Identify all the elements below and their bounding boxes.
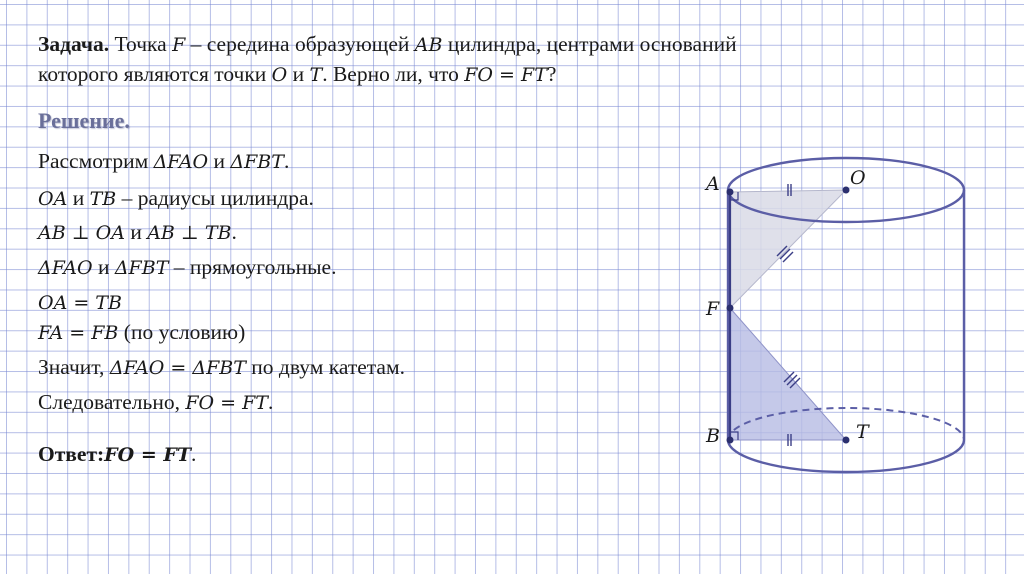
point-t (843, 437, 850, 444)
math-triangle: ΔFAO (38, 257, 93, 279)
step-text: Следовательно, (38, 390, 186, 414)
label-b: B (706, 425, 720, 447)
label-f: F (706, 298, 720, 320)
triangle-fbt (730, 308, 846, 440)
solution-step-7 (38, 353, 405, 382)
label-o: O (850, 167, 866, 189)
solution-step-1 (38, 147, 289, 176)
answer-end: . (191, 442, 197, 466)
problem-line-1 (38, 30, 737, 60)
math-equation: FA = FB (38, 322, 119, 344)
problem-text: ? (546, 62, 557, 86)
solution-step-2 (38, 184, 314, 213)
math-segment: OA (38, 188, 68, 210)
label-a: A (706, 173, 720, 195)
point-a (727, 189, 734, 196)
math-triangle: ΔFBT (114, 257, 169, 279)
step-text: . (267, 390, 274, 414)
step-text: – прямоугольные. (168, 255, 337, 279)
step-text: Значит, (38, 355, 110, 379)
step-text: . (283, 149, 290, 173)
math-triangle: ΔFBT (230, 151, 284, 173)
math-segment: TB (89, 188, 117, 210)
math-O: O (271, 64, 288, 86)
answer-value: FO = FT (104, 444, 191, 466)
answer-line (38, 440, 196, 469)
solution-step-8 (38, 388, 273, 417)
math-equation: FO = FT (185, 392, 268, 414)
problem-text: – середина образующей (185, 32, 415, 56)
bottom-base-front-arc (728, 440, 964, 472)
math-question: FO = FT (464, 64, 547, 86)
solution-step-6 (38, 318, 245, 347)
label-t: T (856, 421, 869, 443)
step-text: . (231, 220, 237, 244)
problem-text: . Верно ли, что (322, 62, 465, 86)
problem-statement (38, 30, 737, 90)
step-text: и (208, 149, 231, 173)
math-T: T (309, 64, 323, 86)
point-f (727, 305, 734, 312)
math-F: F (172, 34, 186, 56)
math-triangle: ΔFAO (153, 151, 209, 173)
point-o (843, 187, 850, 194)
problem-label: Задача. (38, 32, 110, 56)
problem-text: цилиндра, центрами оснований (442, 32, 737, 56)
solution-step-4 (38, 253, 336, 282)
math-perpendicular: AB ⊥ OA (38, 222, 125, 244)
solution-heading: Решение. (38, 108, 130, 133)
step-text: Рассмотрим (38, 149, 154, 173)
problem-line-2 (38, 60, 688, 90)
math-perpendicular: AB ⊥ TB (147, 222, 232, 244)
answer-label: Ответ: (38, 442, 105, 466)
step-text: и (124, 220, 148, 244)
step-text: и (67, 186, 90, 210)
step-text: (по условию) (118, 320, 246, 344)
step-text: – радиусы цилиндра. (116, 186, 314, 210)
problem-text: которого являются точки (38, 62, 272, 86)
solution-step-5 (38, 288, 122, 317)
step-text: и (92, 255, 115, 279)
point-b (727, 437, 734, 444)
math-equation: OA = TB (38, 292, 122, 314)
cylinder-figure (690, 150, 980, 480)
math-equation: ΔFAO = ΔFBT (109, 357, 246, 379)
math-AB: AB (414, 34, 443, 56)
problem-text: и (287, 62, 310, 86)
solution-step-3 (38, 218, 237, 247)
problem-text: Точка (109, 32, 173, 56)
step-text: по двум катетам. (245, 355, 405, 379)
